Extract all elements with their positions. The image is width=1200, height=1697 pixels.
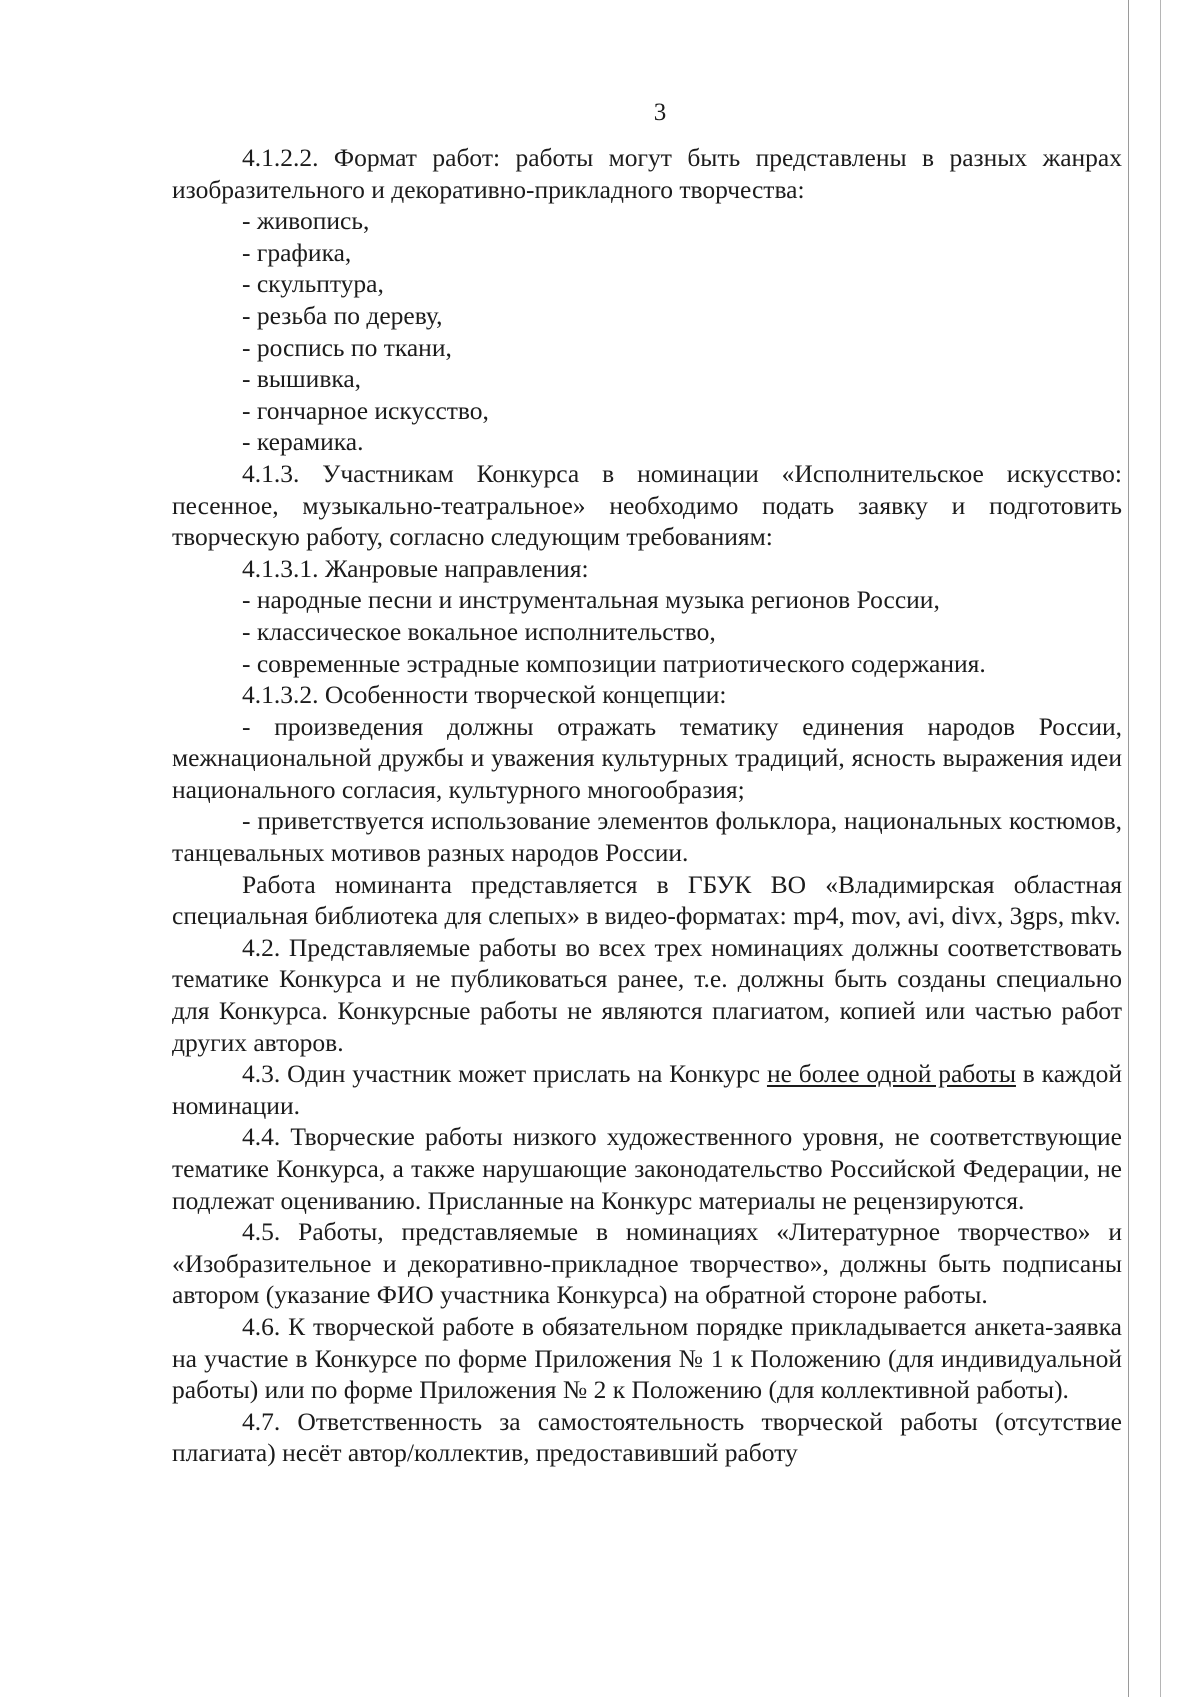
paragraph-4-3 (172, 1058, 1122, 1121)
limit-emphasis: не более одной работы (766, 1059, 1016, 1089)
paragraph-4-5: 4.5. Работы, представляемые в номинациях «Литературное творчество» и «Изобразительное и декоративно-прикладное творчество», должны быть подписаны автором (указание ФИО участника Конкурса) на обратной стороне работы. (172, 1217, 1122, 1310)
list-item: - классическое вокальное исполнительство, (242, 616, 716, 646)
concept-item: - приветствуется использование элементов фольклора, национальных костюмов, танцевальных мотивов разных народов России. (172, 806, 1122, 868)
paragraph-4-1-3-1: 4.1.3.1. Жанровые направления: (242, 553, 589, 583)
paragraph-4-1-3-2: 4.1.3.2. Особенности творческой концепции: (242, 680, 727, 710)
list-item: - керамика. (242, 427, 364, 457)
paragraph-4-6: 4.6. К творческой работе в обязательном порядке прикладывается анкета-заявка на участие в Конкурсе по форме Приложения № 1 к Положению (для индивидуальной работы) или по форме Приложения № 2 к Положению (для коллективной работы). (172, 1311, 1122, 1405)
submission-paragraph: Работа номинанта представляется в ГБУК ВО «Владимирская областная специальная библиотека для слепых» в видео-форматах: mp4, mov, avi, divx, 3gps, mkv. (172, 869, 1122, 931)
page-number: 3 (653, 99, 667, 126)
paragraph-4-1-3: 4.1.3. Участникам Конкурса в номинации «Исполнительское искусство: песенное, музыкально-театральное» необходимо подать заявку и подготовить творческую работу, согласно следующим требованиям: (172, 458, 1122, 552)
list-item: - роспись по ткани, (242, 332, 452, 362)
list-item: - резьба по дереву, (242, 300, 443, 330)
paragraph-4-7: 4.7. Ответственность за самостоятельность творческой работы (отсутствие плагиата) несёт автор/коллектив, предоставивший работу (172, 1406, 1122, 1468)
scan-edge-line (1160, 0, 1161, 1697)
document-body (172, 142, 1122, 1469)
list-item: - графика, (242, 237, 352, 267)
list-item: - вышивка, (242, 364, 362, 394)
paragraph-4-3-start: 4.3. Один участник может прислать на Конкурс (242, 1059, 767, 1089)
paragraph-4-1-2-2: 4.1.2.2. Формат работ: работы могут быть представлены в разных жанрах изобразительного и декоративно-прикладного творчества: (172, 143, 1122, 204)
list-item: - современные эстрадные композиции патриотического содержания. (242, 648, 986, 678)
paragraph-4-4: 4.4. Творческие работы низкого художественного уровня, не соответствующие тематике Конкурса, а также нарушающие законодательство Российской Федерации, не подлежат оцениванию. Присланные на Конкурс материалы не рецензируются. (172, 1122, 1122, 1215)
list-item: - живопись, (242, 206, 370, 236)
list-item: - гончарное искусство, (242, 395, 489, 425)
paragraph-4-2: 4.2. Представляемые работы во всех трех номинациях должны соответствовать тематике Конкурса и не публиковаться ранее, т.е. должны быть созданы специально для Конкурса. Конкурсные работы не являются плагиатом, копией или частью работ других авторов. (172, 932, 1122, 1057)
list-item: - скульптура, (242, 269, 384, 299)
list-item: - народные песни и инструментальная музыка регионов России, (242, 585, 940, 615)
scan-edge-line (1128, 0, 1129, 1697)
paragraph-4-3-end: в каждой номинации. (172, 1059, 1122, 1120)
concept-item: - произведения должны отражать тематику единения народов России, межнациональной дружбы и уважения культурных традиций, ясность выражения идеи национального согласия, культурного многообразия; (172, 711, 1122, 804)
